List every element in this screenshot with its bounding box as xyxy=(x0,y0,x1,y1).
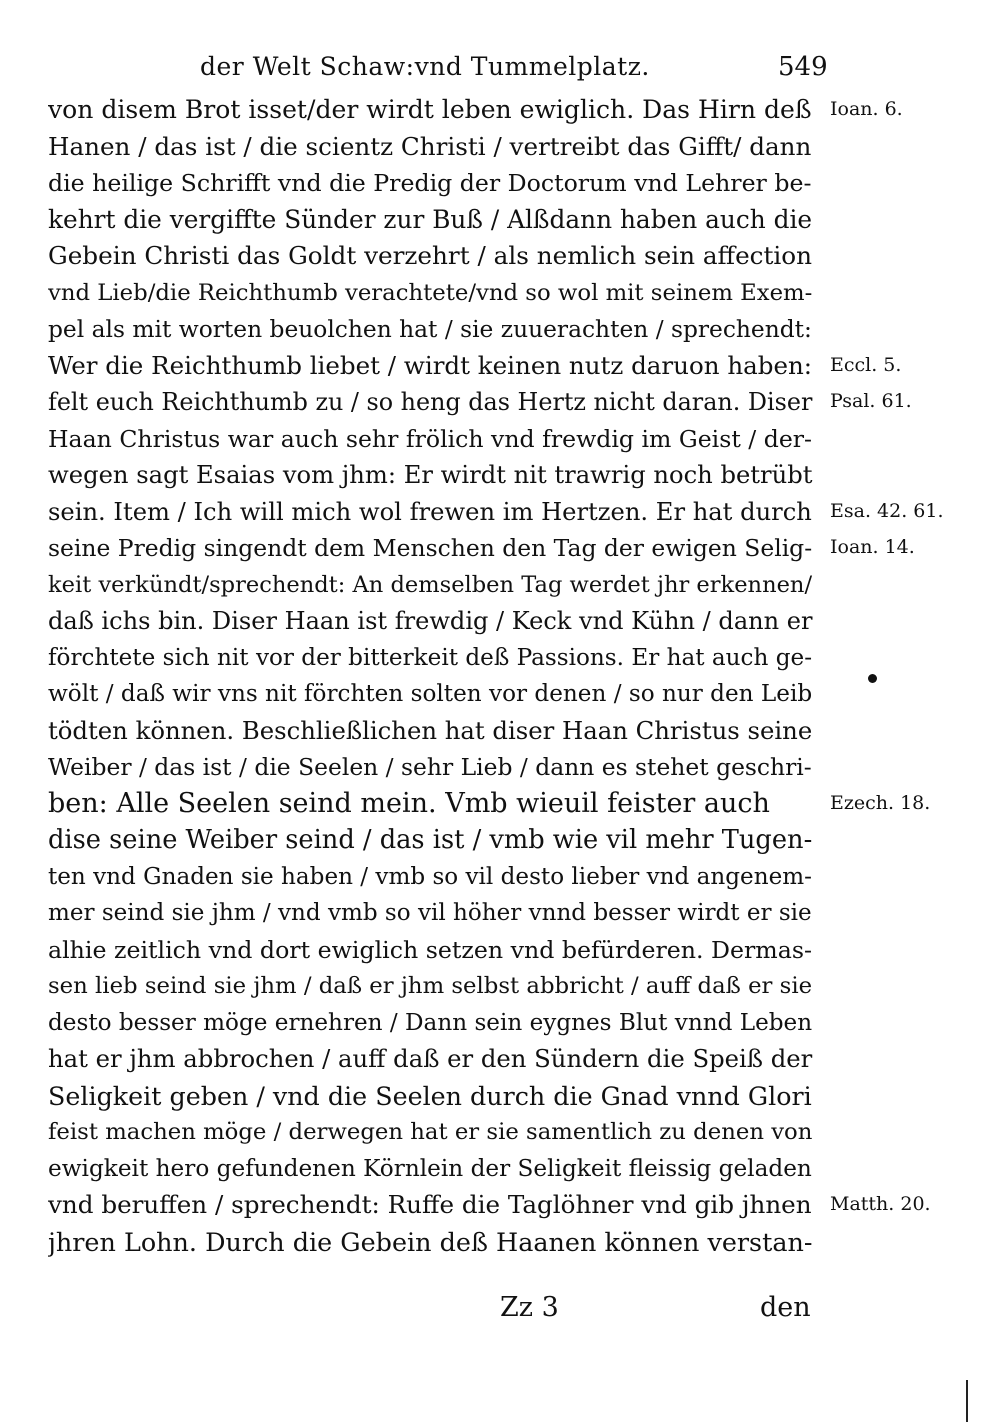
margin-note: Psal. 61. xyxy=(830,390,912,412)
text-line-content: die heilige Schrifft vnd die Predig der Doctorum vnd Lehrer be- xyxy=(48,169,812,197)
text-line-content: mer seind sie jhm / vnd vmb so vil höher vnnd besser wirdt er sie xyxy=(48,900,812,926)
text-line-content: vnd Lieb/die Reichthumb verachtete/vnd so wol mit seinem Exem- xyxy=(48,279,813,306)
running-head: der Welt Schaw:vnd Tummelplatz. xyxy=(200,52,650,81)
text-line-content: Gebein Christi das Goldt verzehrt / als nemlich sein affection xyxy=(48,241,813,270)
text-line xyxy=(48,457,828,494)
margin-note: Eccl. 5. xyxy=(830,353,902,376)
text-line xyxy=(48,1114,828,1151)
text-line-content: ben: Alle Seelen seind mein. Vmb wieuil feister auch xyxy=(48,787,770,819)
text-line xyxy=(48,676,828,713)
text-line xyxy=(48,1151,828,1188)
text-line-content: Seligkeit geben / vnd die Seelen durch die Gnad vnnd Glori xyxy=(48,1080,812,1111)
text-line-content: ten vnd Gnaden sie haben / vmb so vil desto lieber vnd angenem- xyxy=(48,863,812,890)
text-line xyxy=(48,968,828,1005)
text-line-content: dise seine Weiber seind / das ist / vmb wie vil mehr Tugen- xyxy=(48,825,813,855)
margin-dot xyxy=(868,674,877,683)
text-line xyxy=(48,640,828,677)
text-line xyxy=(48,822,828,859)
margin-note: Ioan. 6. xyxy=(830,98,903,120)
text-line xyxy=(48,311,828,348)
body-text xyxy=(48,92,828,1260)
text-line xyxy=(48,1224,828,1261)
text-line-content: kehrt die vergiffte Sünder zur Buß / Alßdann haben auch die xyxy=(48,204,813,234)
margin-note: Esa. 42. 61. xyxy=(830,499,944,522)
text-line-content: seine Predig singendt dem Menschen den Tag der ewigen Selig- xyxy=(48,534,813,562)
text-line-content: daß ichs bin. Diser Haan ist frewdig / Keck vnd Kühn / dann er xyxy=(48,607,813,635)
signature-mark: Zz 3 xyxy=(500,1292,559,1323)
text-line xyxy=(48,1078,828,1115)
text-line xyxy=(48,238,828,275)
text-line-content: Haan Christus war auch sehr frölich vnd frewdig im Geist / der- xyxy=(48,424,813,453)
text-line xyxy=(48,129,828,166)
text-line-content: sein. Item / Ich will mich wol frewen im Hertzen. Er hat durch xyxy=(48,497,812,526)
text-line xyxy=(48,932,828,969)
text-line-content: wegen sagt Esaias vom jhm: Er wirdt nit trawrig noch betrübt xyxy=(48,461,813,489)
text-line-content: Hanen / das ist / die scientz Christi / vertreibt das Gifft/ dann xyxy=(48,131,812,161)
text-line xyxy=(48,567,828,604)
text-line xyxy=(48,859,828,896)
text-line-content: förchtete sich nit vor der bitterkeit deß Passions. Er hat auch ge- xyxy=(48,644,813,671)
text-line xyxy=(48,275,828,312)
text-line xyxy=(48,92,828,129)
text-line xyxy=(48,165,828,202)
text-line-content: feist machen möge / derwegen hat er sie samentlich zu denen von xyxy=(48,1119,813,1145)
text-line xyxy=(48,202,828,239)
text-line-content: sen lieb seind sie jhm / daß er jhm selbst abbricht / auff daß er sie xyxy=(48,973,813,999)
text-line-content: Weiber / das ist / die Seelen / sehr Lieb / dann es stehet geschri- xyxy=(48,753,812,781)
text-line xyxy=(48,348,828,385)
text-line-content: hat er jhm abbrochen / auff daß er den Sündern die Speiß der xyxy=(48,1044,813,1073)
text-line xyxy=(48,713,828,750)
text-line xyxy=(48,1005,828,1042)
page-number: 549 xyxy=(778,52,828,82)
text-line xyxy=(48,603,828,640)
text-line xyxy=(48,1187,828,1224)
text-line xyxy=(48,384,828,421)
text-line-content: jhren Lohn. Durch die Gebein deß Haanen können verstan- xyxy=(48,1226,813,1257)
text-line xyxy=(48,494,828,531)
text-line xyxy=(48,530,828,567)
text-line-content: von disem Brot isset/der wirdt leben ewiglich. Das Hirn deß xyxy=(48,95,812,124)
text-line-content: felt euch Reichthumb zu / so heng das Hertz nicht daran. Diser xyxy=(48,388,813,416)
text-line xyxy=(48,1041,828,1078)
catchword: den xyxy=(760,1292,811,1323)
text-line-content: desto besser möge ernehren / Dann sein eygnes Blut vnnd Leben xyxy=(48,1009,813,1036)
text-line-content: alhie zeitlich vnd dort ewiglich setzen vnd befürderen. Dermas- xyxy=(48,935,812,964)
text-line xyxy=(48,421,828,458)
text-line xyxy=(48,786,828,823)
margin-note: Ezech. 18. xyxy=(830,791,931,814)
text-line-content: ewigkeit hero gefundenen Körnlein der Seligkeit fleissig geladen xyxy=(48,1154,812,1182)
text-line-content: keit verkündt/sprechendt: An demselben Tag werdet jhr erkennen/ xyxy=(48,571,813,598)
text-line-content: wölt / daß wir vns nit förchten solten vor denen / so nur den Leib xyxy=(48,681,813,707)
text-line-content: vnd beruffen / sprechendt: Ruffe die Taglöhner vnd gib jhnen xyxy=(48,1190,812,1219)
margin-note: Matth. 20. xyxy=(830,1193,931,1215)
text-line xyxy=(48,749,828,786)
text-line xyxy=(48,895,828,932)
text-line-content: Wer die Reichthumb liebet / wirdt keinen nutz daruon haben: xyxy=(48,350,813,380)
scan-edge-mark xyxy=(966,1380,968,1422)
text-line-content: tödten können. Beschließlichen hat diser Haan Christus seine xyxy=(48,715,813,745)
text-line-content: pel als mit worten beuolchen hat / sie zuuerachten / sprechendt: xyxy=(48,315,812,343)
margin-note: Ioan. 14. xyxy=(830,536,915,558)
